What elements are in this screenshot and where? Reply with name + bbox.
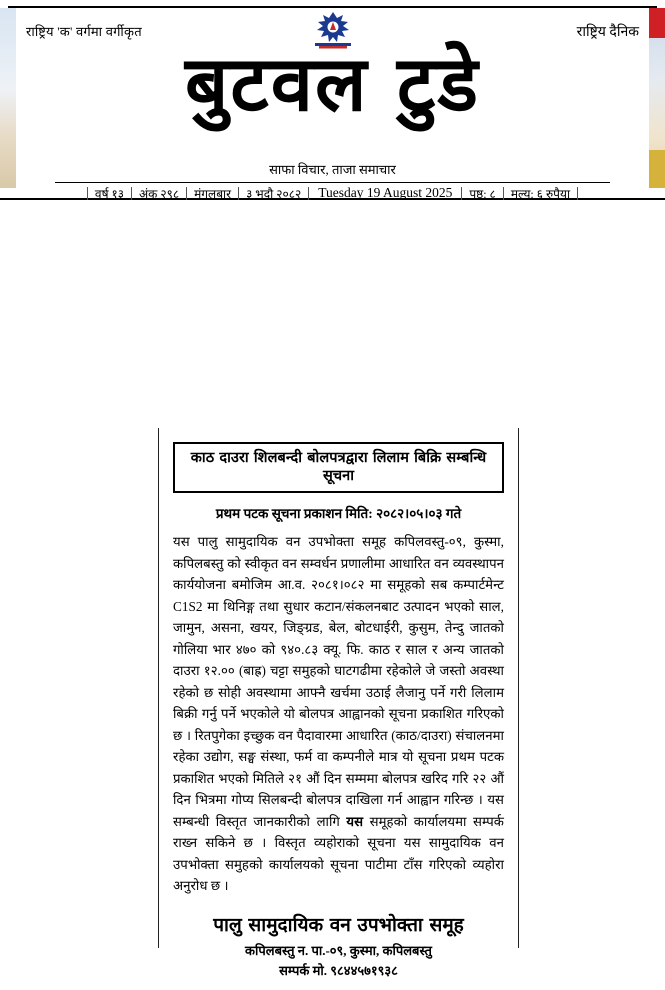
- masthead-tagline-left: राष्ट्रिय 'क' वर्गमा वर्गीकृत: [26, 24, 142, 39]
- notice-headline: काठ दाउरा शिलबन्दी बोलपत्रद्वारा लिलाम बिक्रि सम्बन्धि सूचना: [173, 442, 504, 493]
- public-notice-advertisement: [159, 430, 518, 990]
- notice-organization-contact: सम्पर्क मो. ९८४४५७१९३८: [279, 962, 398, 978]
- notice-organization-name: पालु सामुदायिक वन उपभोक्ता समूह: [213, 913, 464, 936]
- column-rule-right: [518, 428, 519, 948]
- notice-body-text: [173, 531, 504, 897]
- masthead-top-rule: [8, 6, 657, 8]
- notice-body-main: यस पालु सामुदायिक वन उपभोक्ता समूह कपिलवस्तु-०९, कुस्मा, कपिलबस्तु को स्वीकृत वन सम्वर्धन प्रणालीमा आधारित वन व्यवस्थापन कार्ययोजना बमोजिम आ.व. २०८१।०८२ मा समूहको सब कम्पार्टमेन्ट C1S2 मा थिनिङ्ग तथा सुधार कटान/संकलनबाट उत्पादन भएको साल, जामुन, असना, खयर, जिङ्ग्रड, बेल, बोटधाईरी, कुसुम, तेन्दु जातको गोलिया भार ४७० को ९४०.८३ क्यू. फि. काठ र साल र अन्य जातको दाउरा १२.०० (बाह्र) चट्टा समुहको घाटगढीमा रहेकोले जे जस्तो अवस्था रहेको छ सोही अवस्थामा आफ्नै खर्चमा उठाई लैजानु पर्ने गरी लिलाम बिक्री गर्नु पर्ने भएकोले यो बोलपत्र आह्वानको सूचना प्रकाशित गरिएको छ । रितपुगेका इच्छुक वन पैदावारमा आधारित (काठ/दाउरा) संचालनमा रहेका उद्योग, सङ्घ संस्था, फर्म वा कम्पनीले मात्र यो सूचना प्रथम पटक प्रकाशित भएको मितिले २१ औं दिन सम्ममा बोलपत्र खरिद गरि २२ औं दिन भित्रमा गोप्य सिलबन्दी बोलपत्र दाखिला गर्न आह्वान गरिन्छ । यस सम्बन्धी विस्तृत जानकारीको लागि: [173, 534, 504, 829]
- infobar-date-nepali: ३ भदौ २०८२: [246, 186, 302, 201]
- newspaper-page-body: [0, 200, 665, 978]
- notice-publish-date: प्रथम पटक सूचना प्रकाशन मिति: २०८२।०५।०३ गते: [215, 506, 462, 521]
- masthead-slogan: साफा विचार, ताजा समाचार: [269, 162, 396, 177]
- notice-body-bold-word: यस: [346, 813, 364, 829]
- right-edge-red-block: [649, 8, 665, 38]
- notice-body-tail: समूहको कार्यालयमा सम्पर्क राख्न सकिने छ । विस्तृत व्यहोराको सूचना यस सामुदायिक वन उपभोक्ता समुहको कार्यालयको सूचना पाटीमा टाँस गरिएको व्यहोरा अनुरोध छ ।: [173, 813, 504, 893]
- newspaper-masthead: [0, 0, 665, 200]
- infobar-weekday: मंगलबार: [194, 186, 232, 201]
- infobar-page-count: पृष्ठ: ८: [469, 186, 496, 201]
- page-title: बुटवल टुडे: [185, 39, 480, 128]
- infobar-date-english: Tuesday 19 August 2025: [318, 185, 453, 200]
- infobar-issue: अंक २९८: [139, 186, 180, 201]
- notice-organization-address: कपिलबस्तु न. पा.-०९, कुस्मा, कपिलबस्तु: [245, 942, 432, 958]
- infobar-price: मूल्य: ६ रुपैया: [510, 186, 571, 201]
- infobar-year: वर्ष १३: [94, 186, 125, 201]
- infobar-divider: [577, 187, 578, 200]
- masthead-tagline-right: राष्ट्रिय दैनिक: [576, 25, 639, 40]
